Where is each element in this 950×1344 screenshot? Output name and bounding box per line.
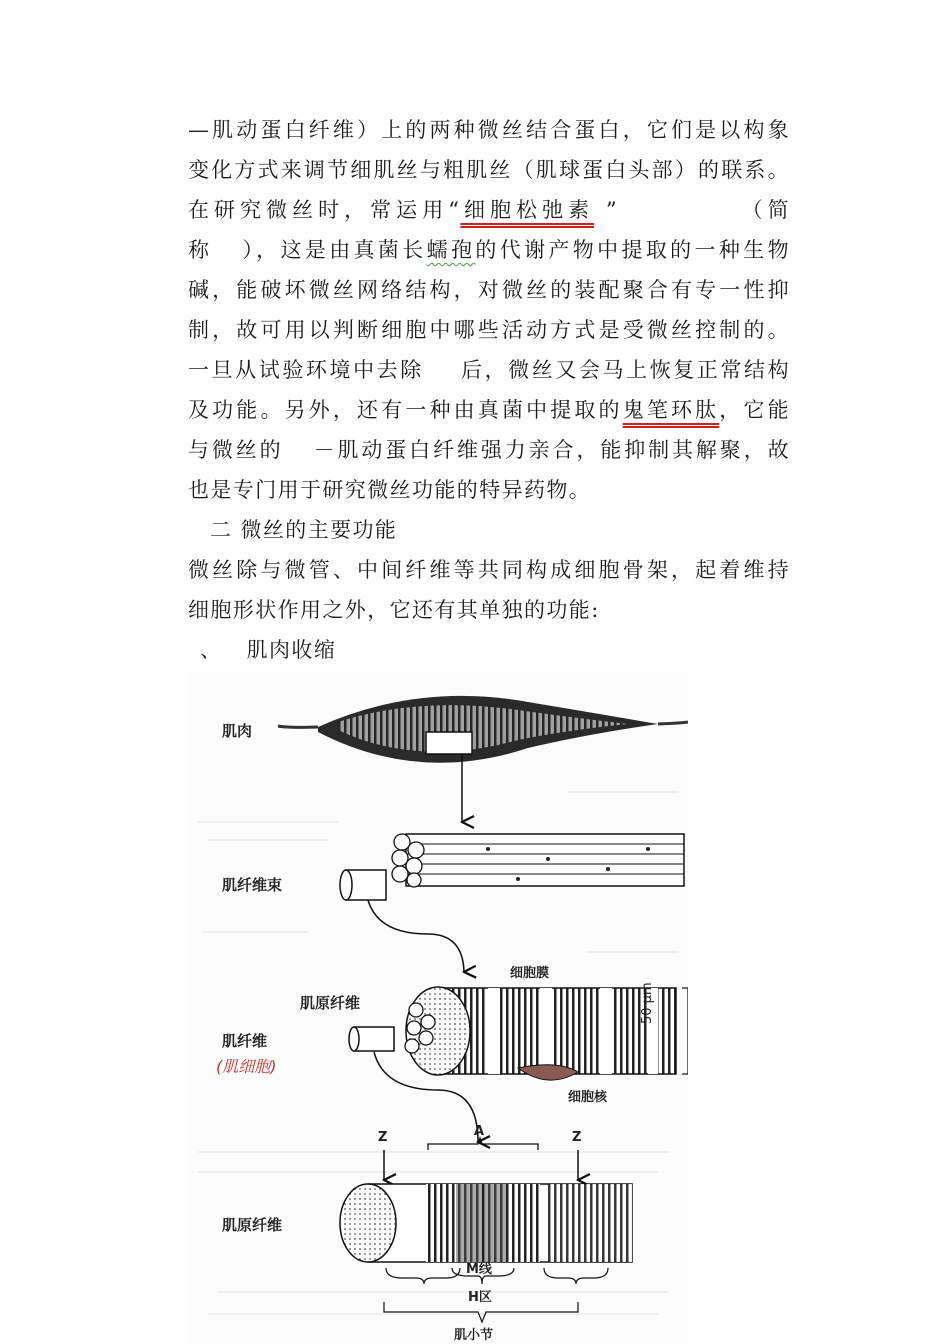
label-m-line: M线 xyxy=(466,1262,492,1277)
label-z-right: Z xyxy=(572,1130,582,1145)
text-line-5: 碱，能破坏微丝网络结构，对微丝的装配聚合有专一性抑 xyxy=(188,278,790,302)
term-helminthosporium: 蠕孢 xyxy=(426,238,476,262)
label-myofibril-bottom: 肌原纤维 xyxy=(222,1216,283,1234)
text-line-9: 与微丝的 －肌动蛋白纤维强力亲合，能抑制其解聚，故 xyxy=(188,438,791,462)
text-line-4: 称 ），这是由真菌长蠕孢的代谢产物中提取的一种生物 xyxy=(188,238,790,262)
para2-line-2: 细胞形状作用之外，它还有其单独的功能: xyxy=(188,598,600,622)
label-a-band: A xyxy=(474,1124,485,1139)
text-line-3: 在研究微丝时，常运用“细胞松弛素 ” （简 xyxy=(188,198,791,222)
label-scale: 50 μm xyxy=(640,982,655,1024)
text-line-2: 变化方式来调节细肌丝与粗肌丝（肌球蛋白头部）的联系。 xyxy=(188,158,790,182)
label-muscle: 肌肉 xyxy=(222,722,253,740)
muscle-structure-figure xyxy=(188,672,688,1344)
para2-line-1: 微丝除与微管、中间纤维等共同构成细胞骨架，起着维持 xyxy=(188,558,790,582)
muscle-diagram xyxy=(188,672,688,1344)
label-fiber: 肌纤维 xyxy=(222,1032,268,1050)
label-z-left: Z xyxy=(378,1130,388,1145)
label-fascicle: 肌纤维束 xyxy=(222,876,283,894)
section-heading: 二 微丝的主要功能 xyxy=(210,518,398,542)
text-line-10: 也是专门用于研究微丝功能的特异药物。 xyxy=(188,478,592,502)
text-line-8: 及功能。另外，还有一种由真菌中提取的鬼笔环肽，它能 xyxy=(188,398,790,422)
label-nucleus: 细胞核 xyxy=(568,1090,608,1105)
label-sarcomere: 肌小节 xyxy=(454,1328,494,1343)
text-line-6: 制，故可用以判断细胞中哪些活动方式是受微丝控制的。 xyxy=(188,318,790,342)
label-myofibril-top: 肌原纤维 xyxy=(300,994,361,1012)
sub-heading: 、 肌肉收缩 xyxy=(200,638,337,662)
label-membrane: 细胞膜 xyxy=(510,966,550,981)
label-fiber-note: (肌细胞) xyxy=(216,1057,277,1076)
text-line-1: —肌动蛋白纤维）上的两种微丝结合蛋白，它们是以构象 xyxy=(188,118,790,142)
text-line-7: 一旦从试验环境中去除 后，微丝又会马上恢复正常结构 xyxy=(188,358,791,382)
label-h-zone: H区 xyxy=(468,1290,492,1305)
term-phalloidin: 鬼笔环肽 xyxy=(622,398,720,422)
term-cytochalasin: 细胞松弛素 xyxy=(460,198,595,222)
